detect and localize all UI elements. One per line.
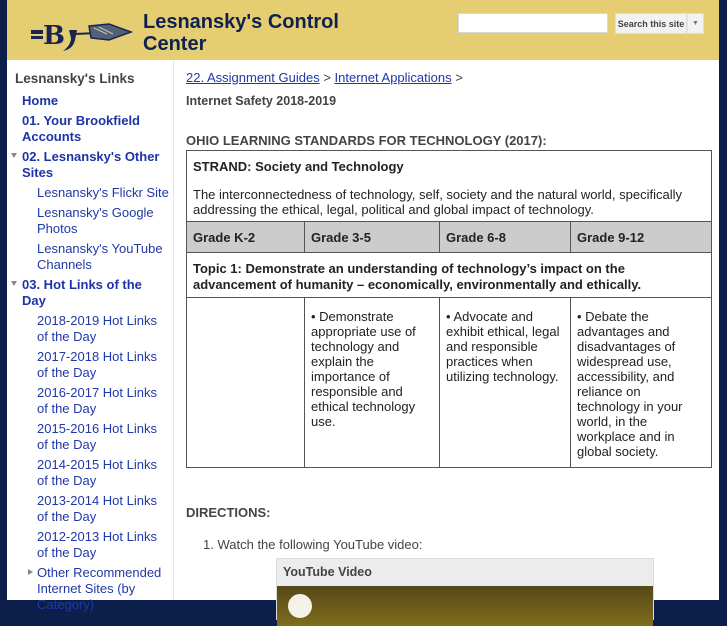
site-title[interactable]: Lesnansky's Control Center xyxy=(143,11,339,55)
grade-header: Grade 6-8 xyxy=(440,222,571,253)
sidebar-link[interactable]: 03. Hot Links of the Day xyxy=(22,277,142,308)
breadcrumb-separator: > xyxy=(323,70,331,85)
video-player[interactable] xyxy=(277,586,653,626)
topic-cell: Topic 1: Demonstrate an understanding of technology’s impact on the advancement of humanity – economically, environmentally and ethically. xyxy=(187,253,712,298)
sidebar-item-hot-links-2013 xyxy=(7,493,173,525)
grade-header: Grade 3-5 xyxy=(305,222,440,253)
sidebar-link[interactable]: 02. Lesnansky's Other Sites xyxy=(22,149,160,180)
sidebar xyxy=(7,60,174,612)
sidebar-link[interactable]: 2016-2017 Hot Links of the Day xyxy=(37,385,157,416)
standards-table xyxy=(186,150,712,468)
sidebar-item-flickr xyxy=(7,185,173,201)
sidebar-item-hot-links-2016 xyxy=(7,385,173,417)
breadcrumb xyxy=(186,70,463,85)
outcome-cell: • Debate the advantages and disadvantages of widespread use, accessibility, and reliance on technology in your world, in the workplace and in global society. xyxy=(571,298,712,468)
sidebar-nav xyxy=(7,93,173,617)
sidebar-link[interactable]: Lesnansky's YouTube Channels xyxy=(37,241,163,272)
strand-title: STRAND: Society and Technology xyxy=(193,159,404,174)
search-input[interactable] xyxy=(458,13,608,33)
breadcrumb-separator: > xyxy=(455,70,463,85)
sidebar-item-hot-links-2015 xyxy=(7,421,173,453)
collapsed-arrow-icon[interactable] xyxy=(28,569,33,575)
sidebar-item-hot-links-2012 xyxy=(7,529,173,561)
sidebar-item-other-recommended xyxy=(7,565,173,613)
sidebar-link[interactable]: 2014-2015 Hot Links of the Day xyxy=(37,457,157,488)
sidebar-link[interactable]: Home xyxy=(22,93,59,108)
expand-arrow-icon[interactable] xyxy=(11,153,17,158)
expand-arrow-icon[interactable] xyxy=(11,281,17,286)
outcome-cell: • Demonstrate appropriate use of technology and explain the importance of responsible and ethical technology use. xyxy=(305,298,440,468)
sidebar-link[interactable]: Lesnansky's Google Photos xyxy=(37,205,154,236)
strand-description: The interconnectedness of technology, self, society and the natural world, specifically addressing the ethical, legal, political and global impact of technology. xyxy=(193,187,682,217)
sidebar-item-google-photos xyxy=(7,205,173,237)
page-title: Internet Safety 2018-2019 xyxy=(186,94,337,108)
sidebar-link[interactable]: 2012-2013 Hot Links of the Day xyxy=(37,529,157,560)
site-header xyxy=(7,0,719,60)
sidebar-link[interactable]: 2018-2019 Hot Links of the Day xyxy=(37,313,157,344)
breadcrumb-link-assignment-guides[interactable]: 22. Assignment Guides xyxy=(186,70,320,85)
sidebar-title: Lesnansky's Links xyxy=(15,71,135,86)
sidebar-item-hot-links-2014 xyxy=(7,457,173,489)
strand-cell xyxy=(187,151,712,222)
sidebar-item-brookfield-accounts xyxy=(7,113,173,145)
sidebar-item-home xyxy=(7,93,173,109)
page xyxy=(7,0,719,612)
sidebar-item-hot-links-2017 xyxy=(7,349,173,381)
outcome-cell: • Advocate and exhibit ethical, legal and responsible practices when utilizing technology. xyxy=(440,298,571,468)
outcome-cell xyxy=(187,298,305,468)
svg-text:B: B xyxy=(43,21,65,51)
grade-header: Grade 9-12 xyxy=(571,222,712,253)
step-text: Watch the following YouTube video: xyxy=(217,537,423,552)
site-logo[interactable] xyxy=(29,14,139,54)
directions-heading: DIRECTIONS: xyxy=(186,505,271,520)
search-button[interactable]: Search this site xyxy=(615,13,687,34)
sidebar-link[interactable]: 01. Your Brookfield Accounts xyxy=(22,113,140,144)
sidebar-link[interactable]: 2013-2014 Hot Links of the Day xyxy=(37,493,157,524)
direction-step xyxy=(203,537,422,552)
sidebar-link[interactable]: 2015-2016 Hot Links of the Day xyxy=(37,421,157,452)
sidebar-link[interactable]: Lesnansky's Flickr Site xyxy=(37,185,169,200)
sidebar-item-hot-links-2018 xyxy=(7,313,173,345)
sidebar-item-youtube-channels xyxy=(7,241,173,273)
search-scope-dropdown[interactable] xyxy=(687,13,704,34)
sidebar-link[interactable]: Other Recommended Internet Sites (by Category) xyxy=(37,565,162,612)
sidebar-item-hot-links xyxy=(7,277,173,309)
sidebar-link[interactable]: 2017-2018 Hot Links of the Day xyxy=(37,349,157,380)
youtube-embed-title: YouTube Video xyxy=(283,565,372,579)
breadcrumb-link-internet-applications[interactable]: Internet Applications xyxy=(334,70,452,85)
outcomes-row xyxy=(187,298,712,468)
youtube-embed xyxy=(276,558,654,620)
sidebar-item-other-sites xyxy=(7,149,173,181)
channel-avatar-icon[interactable] xyxy=(288,594,312,618)
step-number: 1. xyxy=(203,537,214,552)
grade-header: Grade K-2 xyxy=(187,222,305,253)
grades-row xyxy=(187,222,712,253)
standards-heading: OHIO LEARNING STANDARDS FOR TECHNOLOGY (2017): xyxy=(186,133,547,148)
chevron-down-icon: ▼ xyxy=(692,20,699,27)
